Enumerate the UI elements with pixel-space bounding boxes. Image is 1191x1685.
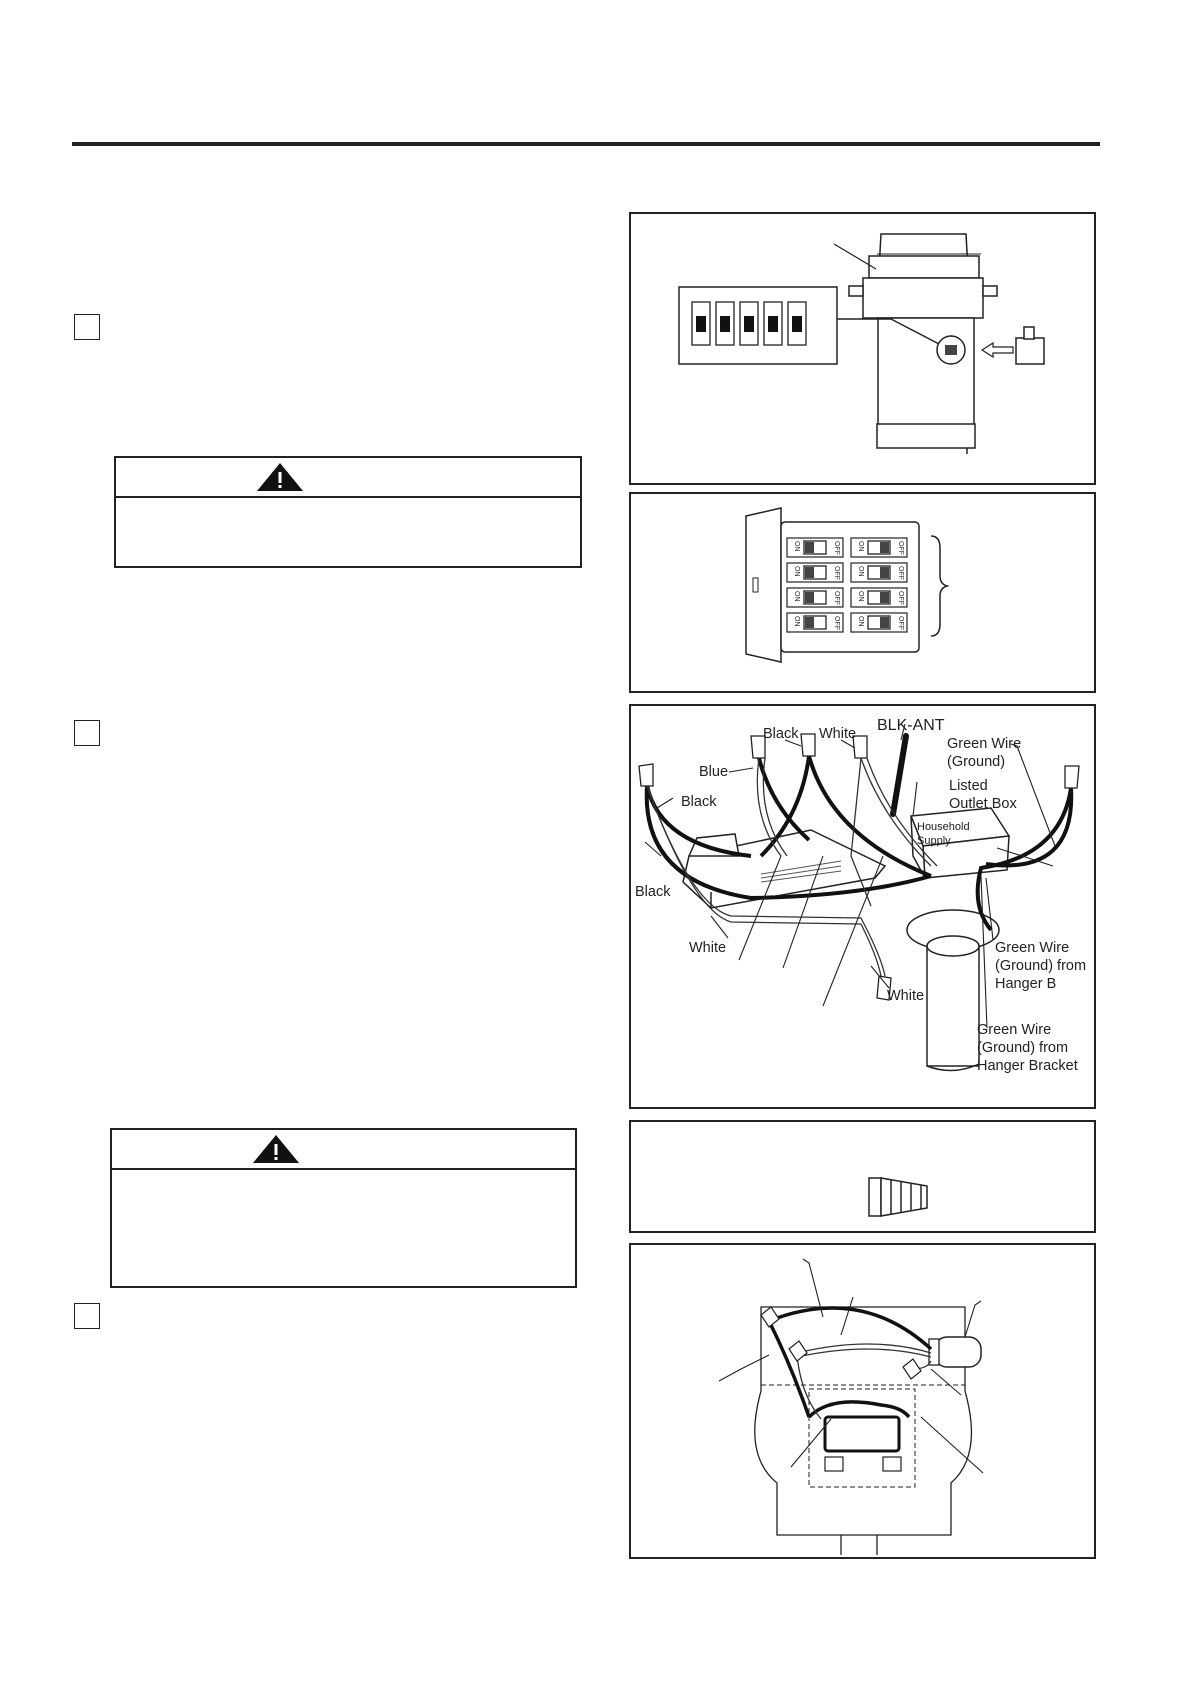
breaker-label: ON — [793, 566, 800, 577]
breaker-label: ON — [857, 541, 864, 552]
breaker-label: OFF — [897, 616, 904, 630]
antenna-wire — [893, 736, 906, 814]
breaker-switch — [851, 538, 907, 557]
label-hanger-b-3: Hanger B — [995, 976, 1057, 992]
label-listed-1: Listed — [949, 778, 988, 794]
receiver-body — [849, 234, 997, 454]
breaker-label: ON — [793, 616, 800, 627]
breaker-switch — [787, 538, 843, 557]
label-blue: Blue — [699, 764, 729, 780]
downrod-pipe — [935, 1337, 981, 1367]
warning-header-1 — [116, 458, 580, 498]
label-white-top: White — [819, 726, 857, 742]
breaker-switch — [851, 588, 907, 607]
warning-box-2 — [110, 1128, 577, 1288]
label-black-lower: Black — [635, 884, 671, 900]
label-white-bottom: White — [887, 988, 925, 1004]
label-white-lower: White — [689, 940, 727, 956]
receiver — [825, 1417, 899, 1451]
label-hanger-bracket-3: Hanger Bracket — [977, 1058, 1078, 1074]
warning-triangle-icon — [252, 1134, 300, 1164]
figure-switch-housing-wiring — [629, 1243, 1096, 1559]
breaker-switch — [787, 588, 843, 607]
breaker-switch — [787, 563, 843, 582]
downrod — [927, 946, 979, 1066]
label-black-top: Black — [763, 726, 799, 742]
figure-wiring-connections — [629, 704, 1096, 1109]
label-blk-ant: BLK-ANT — [877, 717, 945, 734]
wire-nut-icon — [869, 1178, 927, 1216]
breaker-switch — [787, 613, 843, 632]
warning-box-1 — [114, 456, 582, 568]
breaker-label: OFF — [833, 616, 840, 630]
breaker-switch — [851, 613, 907, 632]
label-hanger-bracket-2: (Ground) from — [977, 1040, 1069, 1056]
breaker-label: ON — [793, 541, 800, 552]
breaker-label: OFF — [897, 591, 904, 605]
breaker-switch — [851, 563, 907, 582]
breaker-label: ON — [793, 591, 800, 602]
breaker-label: OFF — [833, 566, 840, 580]
step-checkbox-1 — [74, 314, 100, 340]
breaker-label: ON — [857, 616, 864, 627]
label-hanger-bracket-1: Green Wire — [977, 1022, 1052, 1038]
label-household-1: Household — [917, 821, 970, 833]
breaker-label: ON — [857, 591, 864, 602]
step-checkbox-2 — [74, 720, 100, 746]
label-hanger-b-1: Green Wire — [995, 940, 1070, 956]
label-household-2: Supply — [917, 835, 951, 847]
step-checkbox-3 — [74, 1303, 100, 1329]
breaker-label: OFF — [897, 566, 904, 580]
label-black-left: Black — [681, 794, 717, 810]
figure-wire-nut — [629, 1120, 1096, 1233]
label-green-ground-1: Green Wire — [947, 736, 1022, 752]
figure-receiver-dip-switch — [629, 212, 1096, 485]
warning-header-2 — [112, 1130, 575, 1170]
dip-switches — [692, 302, 806, 345]
label-hanger-b-2: (Ground) from — [995, 958, 1087, 974]
figure-breaker-panel — [629, 492, 1096, 693]
breaker-label: OFF — [833, 591, 840, 605]
header-rule — [72, 142, 1100, 146]
breaker-label: ON — [857, 566, 864, 577]
warning-triangle-icon — [256, 462, 304, 492]
breaker-label: OFF — [897, 541, 904, 555]
breaker-label: OFF — [833, 541, 840, 555]
label-listed-2: Outlet Box — [949, 796, 1017, 812]
panel-door — [746, 508, 781, 662]
label-green-ground-2: (Ground) — [947, 754, 1006, 770]
